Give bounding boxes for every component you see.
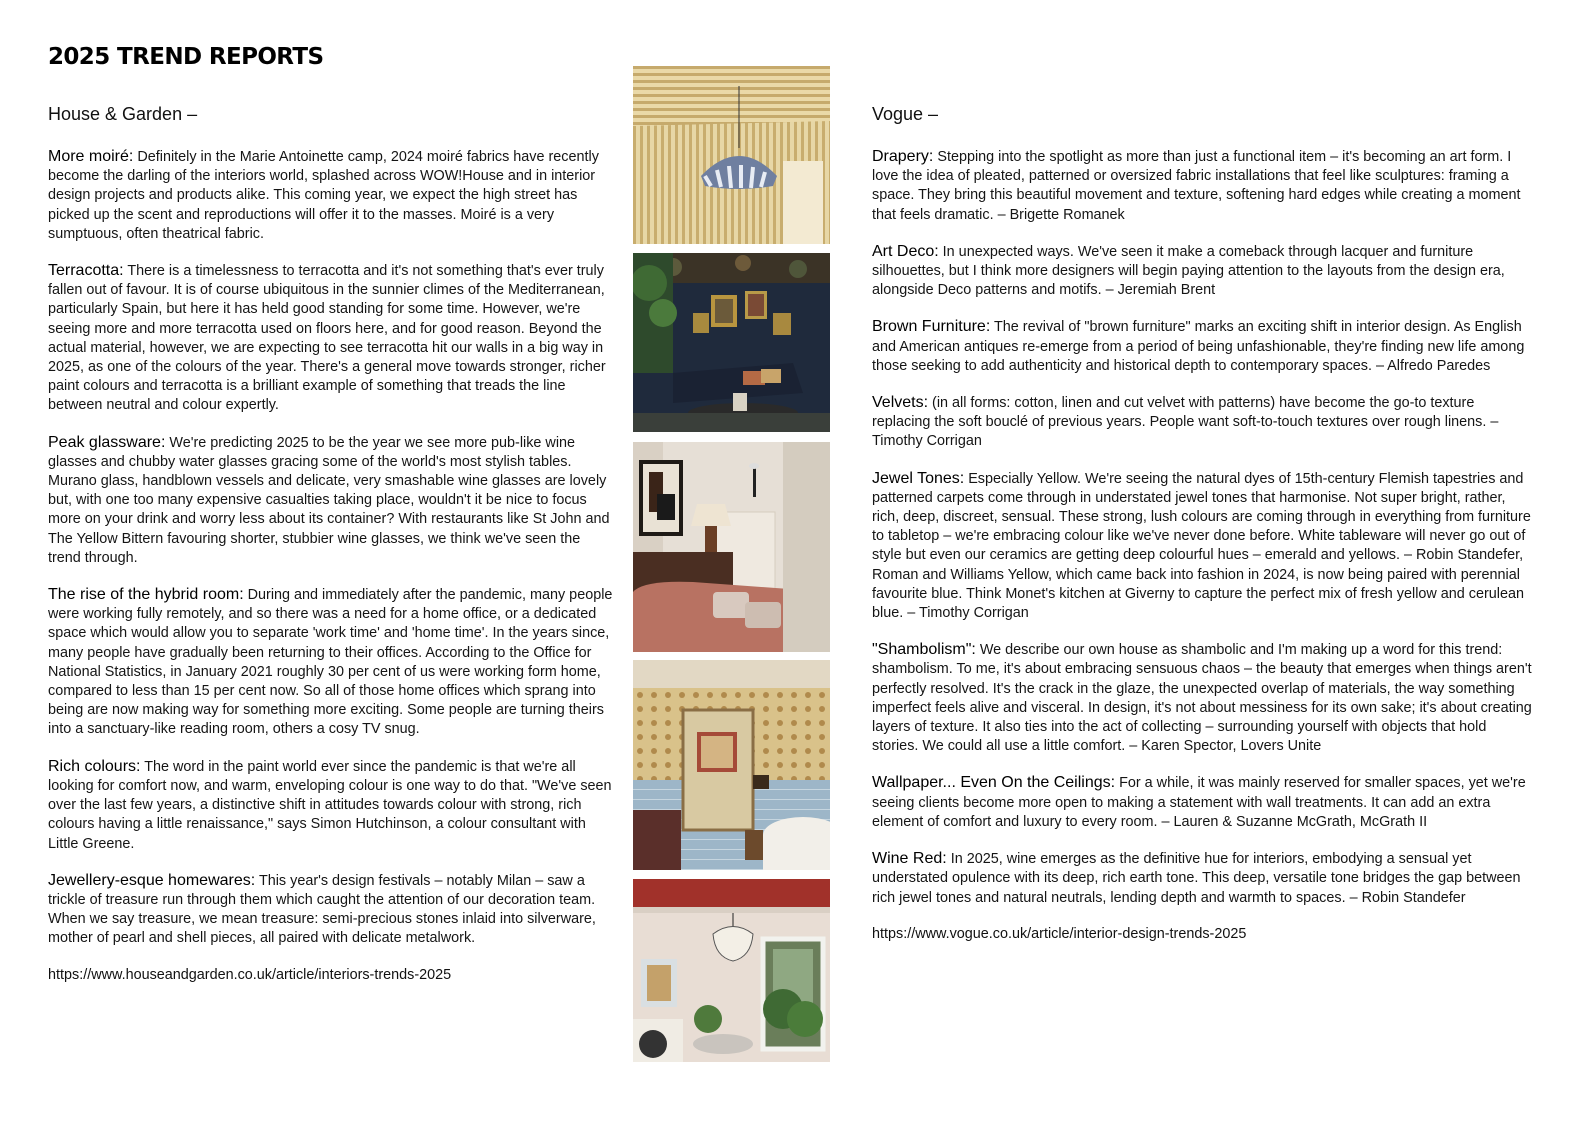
trend-text: The revival of "brown furniture" marks an exciting shift in interior design. As English and American antiques re-emerge from a period of being unfashionable, they're finding new life among those seeking to add authenticity and historical depth to contemporary spaces. – Alfredo Paredes bbox=[872, 319, 1525, 374]
trend-entry-wine-red bbox=[872, 849, 1532, 908]
trend-entry-wallpaper-ceilings bbox=[872, 773, 1532, 832]
source-heading-vogue: Vogue – bbox=[872, 104, 939, 124]
trend-text: (in all forms: cotton, linen and cut velvet with patterns) have become the go-to texture replacing the soft bouclé of previous years. People want soft-to-touch textures over rough linens. – Timothy Corrigan bbox=[872, 395, 1499, 450]
trend-entry-drapery bbox=[872, 147, 1532, 225]
trend-term: Rich colours: bbox=[48, 757, 141, 775]
trend-entry-shambolism bbox=[872, 640, 1532, 756]
trend-term: "Shambolism": bbox=[872, 641, 976, 659]
source-heading-house-and-garden: House & Garden – bbox=[48, 104, 198, 124]
trend-term: Art Deco: bbox=[872, 242, 939, 260]
trend-entry-brown-furniture bbox=[872, 317, 1532, 376]
trend-entry-hybrid-room bbox=[48, 585, 613, 740]
vogue-source-link[interactable]: https://www.vogue.co.uk/article/interior-design-trends-2025 bbox=[872, 925, 1247, 942]
page-title: 2025 TREND REPORTS bbox=[48, 44, 324, 70]
trend-entry-more-moire bbox=[48, 147, 613, 244]
trend-text: We're predicting 2025 to be the year we see more pub-like wine glasses and chubby water glasses gracing some of the world's most stylish tables. Murano glass, handblown vessels and delicate, very smashable wine glasses are lovely but, with one too many expensive casualties taking place, wouldn't it be nice to focus more on your drink and worry less about its container? With restaurants like St John and The Yellow Bittern favouring shorter, stubbier wine glasses, we think we've seen the trend through. bbox=[48, 434, 610, 566]
trend-text: In 2025, wine emerges as the definitive hue for interiors, embodying a sensual yet understated opulence with its deep, rich earth tone. This deep, versatile tone bridges the gap between rich jewel tones and natural neutrals, lending depth and warmth to spaces. – Robin Standefer bbox=[872, 851, 1521, 906]
trend-entry-peak-glassware bbox=[48, 433, 613, 568]
trend-term: Peak glassware: bbox=[48, 433, 166, 451]
trend-text: There is a timelessness to terracotta and it's not something that's ever truly fallen out of favour. It is of course ubiquitous in the sunnier climes of the Mediterranean, particularly Spain, but here it has held good standing for some time. However, we're seeing more and more terracotta used on floors here, and for good reason. Beyond the actual material, however, we are expecting to see terracotta hit our walls in a big way in 2025, as one of the colours of the year. There's a general move towards stronger, richer paint colours and terracotta is a brilliant example of something that treads the line between neutral and colour expertly. bbox=[48, 263, 606, 414]
trend-text: Definitely in the Marie Antoinette camp, 2024 moiré fabrics have recently become the darling of the interiors world, splashed across WOW!House and in interior design projects and products alike. This coming year, we expect the high street has picked up the scent and reproductions will offer it to the masses. Moiré is a very sumptuous, often theatrical fabric. bbox=[48, 149, 599, 242]
photo-red-ceiling-room bbox=[633, 879, 830, 1062]
trend-entry-art-deco bbox=[872, 242, 1532, 301]
photo-dark-navy-sitting-room bbox=[633, 253, 830, 432]
house-and-garden-column bbox=[48, 104, 613, 985]
trend-text: We describe our own house as shambolic and I'm making up a word for this trend: shambolism. To me, it's about embracing sensuous chaos – the beauty that emerges when things aren't perfectly resolved. It's the crack in the glaze, the unexpected overlap of materials, the way something imperfect feels alive and visceral. In design, it's not about messiness for its own sake; it's about creating layers of texture. It also ties into the act of collecting – surrounding yourself with objects that hold stories. We could all use a little comfort. – Karen Spector, Lovers Unite bbox=[872, 642, 1532, 755]
trend-entry-velvets bbox=[872, 393, 1532, 452]
trend-text: This year's design festivals – notably Milan – saw a trickle of treasure run through them which caught the attention of our decoration team. When we say treasure, we mean treasure: semi-precious stones inlaid into silverware, mother of pearl and shell pieces, all paired with delicate metalwork. bbox=[48, 872, 596, 947]
trend-term: Terracotta: bbox=[48, 262, 124, 280]
trend-entry-rich-colours bbox=[48, 757, 613, 854]
trend-text: Especially Yellow. We're seeing the natural dyes of 15th-century Flemish tapestries and patterned carpets come through in understated jewel tones that harmonise. Not super bright, rather, rich, deep, discreet, sensual. These strong, lush colours are coming through in everything from furniture to tabletop – we're embracing colour like we've never done before. White tableware will never go out of style but even our ceramics are getting deep colourful hues – emerald and yellows. – Robin Standefer, Roman and Williams Yellow, which came back into fashion in 2024, is now being paired with perennial favourite blue. Think Monet's kitchen at Giverny to capture the perfect mix of fresh yellow and cerulean blue. – Timothy Corrigan bbox=[872, 470, 1531, 622]
photo-patterned-bathroom bbox=[633, 660, 830, 870]
trend-term: Wallpaper... Even On the Ceilings: bbox=[872, 774, 1116, 792]
trend-entry-terracotta bbox=[48, 261, 613, 416]
trend-text: For a while, it was mainly reserved for smaller spaces, yet we're seeing clients become more open to making a statement with wall treatments. It can add an extra element of comfort and luxury to every room. – Lauren & Suzanne McGrath, McGrath II bbox=[872, 775, 1526, 830]
trend-term: Jewel Tones: bbox=[872, 469, 965, 487]
trend-term: More moiré: bbox=[48, 148, 134, 165]
photo-striped-ceiling-pendant bbox=[633, 66, 830, 244]
trend-term: Wine Red: bbox=[872, 850, 947, 868]
trend-text: During and immediately after the pandemic, many people were working fully remotely, and so there was a need for a home office, or a dedicated space which would allow you to separate 'work time' and 'home time'. In the years since, many people have gradually been returning to their offices. According to the Office for National Statistics, in January 2021 roughly 30 per cent of us were working form home, compared to less than 15 per cent now. So all of those home offices which sprang into being are now making way for something more exciting. Some people are turning theirs into a sanctuary-like reading room, others a cosy TV snug. bbox=[48, 587, 613, 738]
trend-text: The word in the paint world ever since the pandemic is that we're all looking for comfort now, and warm, enveloping colour is one way to do that. "We've seen over the last few years, a distinctive shift in attitudes towards colour with strong, rich colours having a little renaissance," says Simon Hutchinson, a colour consultant with Little Greene. bbox=[48, 758, 612, 852]
trend-term: Jewellery-esque homewares: bbox=[48, 871, 256, 889]
house-and-garden-source-link[interactable]: https://www.houseandgarden.co.uk/article/interiors-trends-2025 bbox=[48, 966, 452, 983]
photo-pink-velvet-sofa-room bbox=[633, 442, 830, 652]
trend-term: Brown Furniture: bbox=[872, 318, 991, 336]
trend-term: The rise of the hybrid room: bbox=[48, 586, 244, 604]
trend-text: Stepping into the spotlight as more than just a functional item – it's becoming an art form. I love the idea of pleated, patterned or oversized fabric installations that feel like sculptures: framing a space. They bring this beautiful movement and texture, softening hard edges while creating a moment that feels dramatic. – Brigette Romanek bbox=[872, 149, 1521, 223]
vogue-column bbox=[872, 104, 1532, 944]
trend-term: Drapery: bbox=[872, 148, 934, 165]
trend-entry-jewellery-esque-homewares bbox=[48, 871, 613, 949]
trend-entry-jewel-tones bbox=[872, 469, 1532, 624]
trend-text: In unexpected ways. We've seen it make a comeback through lacquer and furniture silhouettes, but I think more designers will begin paying attention to the layouts from the design era, alongside Deco patterns and motifs. – Jeremiah Brent bbox=[872, 243, 1505, 299]
trend-term: Velvets: bbox=[872, 394, 929, 412]
